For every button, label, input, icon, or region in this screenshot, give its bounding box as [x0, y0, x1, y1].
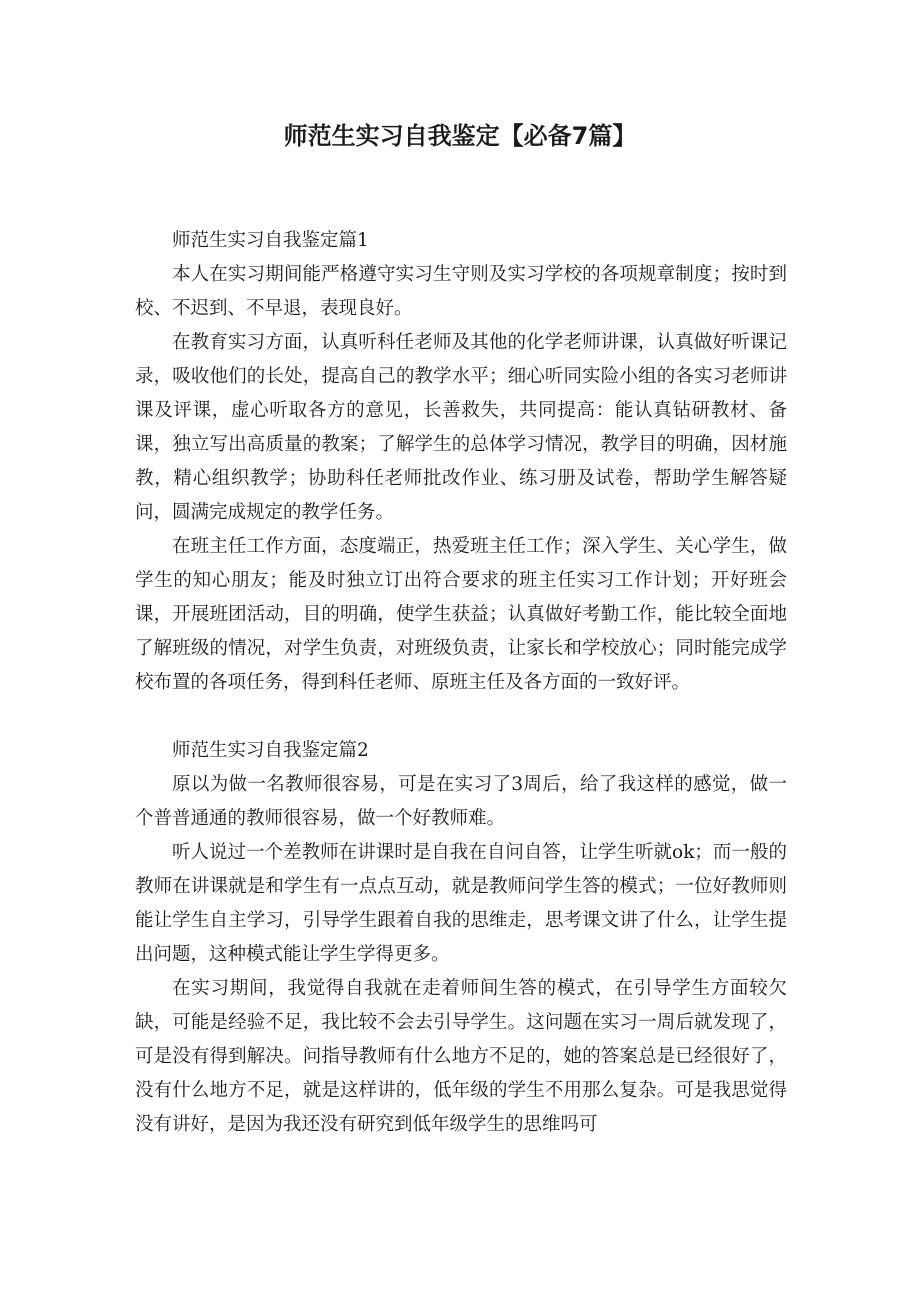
section-2 — [135, 734, 787, 1142]
paragraph: 原以为做一名教师很容易，可是在实习了3周后，给了我这样的感觉，做一个普普通通的教师很容易，做一个好教师难。 — [135, 774, 787, 829]
document-body — [135, 224, 787, 1142]
paragraph: 在实习期间，我觉得自我就在走着师间生答的模式，在引导学生方面较欠缺，可能是经验不足，我比较不会去引导学生。这问题在实习一周后就发现了，可是没有得到解决。问指导教师有什么地方不足的，她的答案总是已经很好了，没有什么地方不足，就是这样讲的，低年级的学生不用那么复杂。可是我思觉得没有讲好，是因为我还没有研究到低年级学生的思维吗可 — [135, 978, 787, 1135]
section-heading: 师范生实习自我鉴定篇2 — [172, 740, 369, 761]
paragraph: 听人说过一个差教师在讲课时是自我在自问自答，让学生听就ok；而一般的教师在讲课就是和学生有一点点互动，就是教师问学生答的模式；一位好教师则能让学生自主学习，引导学生跟着自我的思维走，思考课文讲了什么，让学生提出问题，这种模式能让学生学得更多。 — [135, 842, 787, 965]
section-heading: 师范生实习自我鉴定篇1 — [172, 230, 369, 251]
paragraph: 本人在实习期间能严格遵守实习生守则及实习学校的各项规章制度；按时到校、不迟到、不早退，表现良好。 — [135, 264, 787, 319]
paragraph: 在班主任工作方面，态度端正，热爱班主任工作；深入学生、关心学生，做学生的知心朋友；能及时独立订出符合要求的班主任实习工作计划；开好班会课，开展班团活动，目的明确，使学生获益；认真做好考勤工作，能比较全面地了解班级的情况，对学生负责，对班级负责，让家长和学校放心；同时能完成学校布置的各项任务，得到科任老师、原班主任及各方面的一致好评。 — [135, 536, 787, 693]
section-spacer — [135, 700, 787, 734]
document-title: 师范生实习自我鉴定【必备7篇】 — [283, 122, 637, 150]
paragraph: 在教育实习方面，认真听科任老师及其他的化学老师讲课，认真做好听课记录，吸收他们的长处，提高自己的教学水平；细心听同实险小组的各实习老师讲课及评课，虚心听取各方的意见，长善救失，共同提高：能认真钻研教材、备课，独立写出高质量的教案；了解学生的总体学习情况，教学目的明确，因材施教，精心组织教学；协助科任老师批改作业、练习册及试卷，帮助学生解答疑问，圆满完成规定的教学任务。 — [135, 332, 787, 523]
section-1 — [135, 224, 787, 700]
